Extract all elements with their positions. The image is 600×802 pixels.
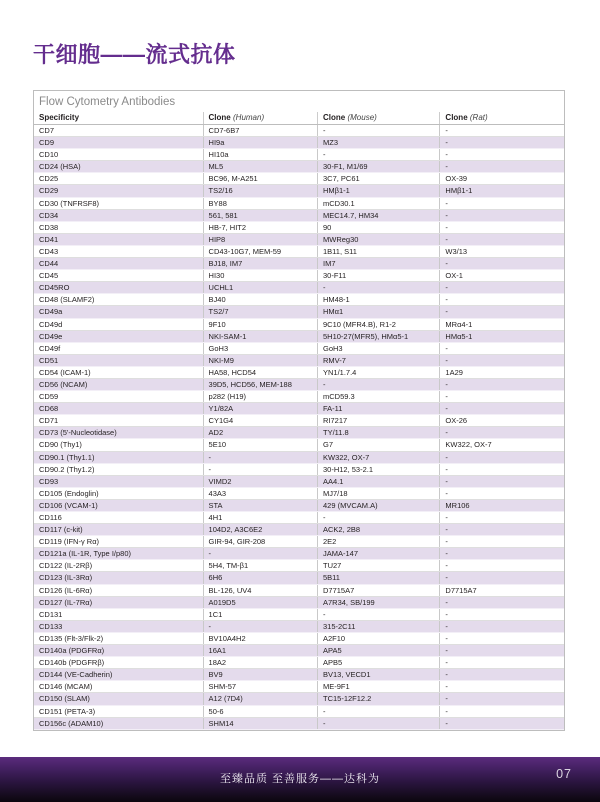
clone-rat-cell: OX-39 (439, 173, 564, 184)
specificity-cell: CD144 (VE-Cadherin) (39, 670, 113, 680)
table-row (34, 718, 564, 730)
table-row (34, 585, 564, 597)
clone-human-cell: NKI-M9 (203, 355, 317, 366)
clone-mouse-cell: 9C10 (MFR4.B), R1-2 (317, 319, 439, 330)
specificity-cell: CD133 (39, 621, 63, 631)
table-row (34, 512, 564, 524)
table-row (34, 536, 564, 548)
specificity-cell: CD151 (PETA-3) (39, 706, 96, 716)
table-row (34, 403, 564, 415)
table-row (34, 282, 564, 294)
clone-human-cell: STA (203, 500, 317, 511)
clone-rat-cell: - (439, 718, 564, 729)
clone-mouse-cell: ME-9F1 (317, 681, 439, 692)
specificity-cell: CD44 (39, 259, 59, 269)
clone-mouse-cell: - (317, 379, 439, 390)
clone-human-cell: GIR-94, GIR-208 (203, 536, 317, 547)
specificity-cell: CD54 (ICAM-1) (39, 367, 91, 377)
table-row (34, 500, 564, 512)
clone-human-cell: - (203, 548, 317, 559)
clone-rat-cell: - (439, 161, 564, 172)
clone-mouse-cell: - (317, 282, 439, 293)
clone-human-cell: BC96, M-A251 (203, 173, 317, 184)
clone-human-cell: 6H6 (203, 572, 317, 583)
specificity-cell: CD41 (39, 234, 59, 244)
column-header-specificity (34, 112, 203, 124)
table-row (34, 633, 564, 645)
specificity-cell: CD29 (39, 186, 59, 196)
specificity-cell: CD146 (MCAM) (39, 682, 93, 692)
specificity-cell: CD93 (39, 476, 59, 486)
table-row (34, 391, 564, 403)
specificity-cell: CD116 (39, 513, 62, 522)
table-row (34, 439, 564, 451)
column-header-label: Clone (323, 113, 346, 122)
table-row (34, 319, 564, 331)
table-row (34, 222, 564, 234)
table-row (34, 270, 564, 282)
column-header-clone-human (203, 112, 317, 124)
clone-mouse-cell: RI7217 (317, 415, 439, 426)
clone-human-cell: Y1/82A (203, 403, 317, 414)
clone-human-cell: BV9 (203, 669, 317, 680)
specificity-cell: CD34 (39, 210, 59, 220)
specificity-cell: CD131 (39, 609, 63, 619)
table-row (34, 210, 564, 222)
clone-human-cell: HA58, HCD54 (203, 367, 317, 378)
clone-rat-cell: - (439, 379, 564, 390)
clone-rat-cell: - (439, 645, 564, 656)
clone-human-cell: HI10a (203, 149, 317, 160)
clone-mouse-cell: MZ3 (317, 137, 439, 148)
specificity-cell: CD126 (IL-6Rα) (39, 585, 93, 595)
table-row (34, 476, 564, 488)
footer-bar (0, 757, 600, 802)
specificity-cell: CD24 (HSA) (39, 162, 81, 172)
table-row (34, 355, 564, 367)
table-row (34, 572, 564, 584)
clone-mouse-cell: HM48-1 (317, 294, 439, 305)
clone-rat-cell: HMα5-1 (439, 331, 564, 342)
specificity-cell: CD30 (TNFRSF8) (39, 198, 100, 208)
table-row (34, 198, 564, 210)
clone-rat-cell: W3/13 (439, 246, 564, 257)
table-row (34, 258, 564, 270)
antibody-table (33, 90, 565, 731)
clone-mouse-cell: IM7 (317, 258, 439, 269)
clone-mouse-cell: - (317, 125, 439, 136)
clone-rat-cell: - (439, 536, 564, 547)
clone-mouse-cell: BV13, VECD1 (317, 669, 439, 680)
clone-rat-cell: HMβ1-1 (439, 185, 564, 196)
column-header-clone-mouse (317, 112, 439, 124)
clone-mouse-cell: AA4.1 (317, 476, 439, 487)
clone-mouse-cell: TY/11.8 (317, 427, 439, 438)
clone-human-cell: HB-7, HIT2 (203, 222, 317, 233)
specificity-cell: CD90 (Thy1) (39, 440, 82, 450)
clone-mouse-cell: 2E2 (317, 536, 439, 547)
table-row (34, 706, 564, 718)
specificity-cell: CD105 (Endoglin) (39, 488, 99, 498)
clone-rat-cell: - (439, 403, 564, 414)
clone-rat-cell: - (439, 210, 564, 221)
clone-human-cell: BJ40 (203, 294, 317, 305)
clone-rat-cell: - (439, 306, 564, 317)
clone-rat-cell: KW322, OX-7 (439, 439, 564, 450)
clone-human-cell: TS2/16 (203, 185, 317, 196)
table-row (34, 548, 564, 560)
clone-mouse-cell: - (317, 512, 439, 523)
clone-rat-cell: - (439, 548, 564, 559)
clone-human-cell: - (203, 452, 317, 463)
specificity-cell: CD156c (ADAM10) (39, 718, 104, 728)
clone-mouse-cell: 30-F11 (317, 270, 439, 281)
clone-mouse-cell: TC15-12F12.2 (317, 693, 439, 704)
table-row (34, 645, 564, 657)
clone-rat-cell: - (439, 597, 564, 608)
specificity-cell: CD90.1 (Thy1.1) (39, 452, 95, 462)
clone-rat-cell: - (439, 669, 564, 680)
clone-mouse-cell: FA-11 (317, 403, 439, 414)
clone-human-cell: BL-126, UV4 (203, 585, 317, 596)
clone-rat-cell: - (439, 572, 564, 583)
clone-human-cell: A019D5 (203, 597, 317, 608)
specificity-cell: CD123 (IL-3Rα) (39, 573, 93, 583)
clone-mouse-cell: A7R34, SB/199 (317, 597, 439, 608)
clone-mouse-cell: TU27 (317, 560, 439, 571)
table-row (34, 609, 564, 621)
clone-human-cell: GoH3 (203, 343, 317, 354)
clone-mouse-cell: HMα1 (317, 306, 439, 317)
specificity-cell: CD49e (39, 331, 63, 341)
specificity-cell: CD49f (39, 343, 61, 353)
clone-human-cell: AD2 (203, 427, 317, 438)
clone-mouse-cell: YN1/1.7.4 (317, 367, 439, 378)
table-row (34, 657, 564, 669)
clone-human-cell: 39D5, HCD56, MEM-188 (203, 379, 317, 390)
clone-rat-cell: - (439, 633, 564, 644)
column-header-qualifier: (Mouse) (347, 113, 377, 122)
table-title: Flow Cytometry Antibodies (39, 96, 176, 108)
clone-mouse-cell: A2F10 (317, 633, 439, 644)
clone-human-cell: VIMD2 (203, 476, 317, 487)
specificity-cell: CD38 (39, 222, 59, 232)
clone-mouse-cell: 1B11, S11 (317, 246, 439, 257)
clone-human-cell: TS2/7 (203, 306, 317, 317)
clone-human-cell: 561, 581 (203, 210, 317, 221)
specificity-cell: CD140b (PDGFRβ) (39, 658, 105, 668)
specificity-cell: CD117 (c-kit) (39, 525, 83, 535)
clone-rat-cell: - (439, 706, 564, 717)
table-row (34, 137, 564, 149)
clone-mouse-cell: - (317, 706, 439, 717)
clone-human-cell: 104D2, A3C6E2 (203, 524, 317, 535)
clone-rat-cell: - (439, 427, 564, 438)
specificity-cell: CD121a (IL-1R, Type I/p80) (39, 549, 131, 559)
specificity-cell: CD119 (IFN-γ Rα) (39, 537, 100, 547)
specificity-cell: CD10 (39, 150, 59, 160)
clone-human-cell: 4H1 (203, 512, 317, 523)
table-row (34, 367, 564, 379)
clone-human-cell: p282 (H19) (203, 391, 317, 402)
clone-rat-cell: 1A29 (439, 367, 564, 378)
clone-rat-cell: - (439, 355, 564, 366)
clone-mouse-cell: 3C7, PC61 (317, 173, 439, 184)
clone-rat-cell: - (439, 693, 564, 704)
clone-mouse-cell: GoH3 (317, 343, 439, 354)
table-row (34, 669, 564, 681)
specificity-cell: CD48 (SLAMF2) (39, 295, 95, 305)
column-header-qualifier: (Rat) (469, 113, 488, 122)
specificity-cell: CD150 (SLAM) (39, 694, 90, 704)
specificity-cell: CD43 (39, 246, 59, 256)
clone-human-cell: 16A1 (203, 645, 317, 656)
table-row (34, 161, 564, 173)
clone-mouse-cell: 315-2C11 (317, 621, 439, 632)
clone-rat-cell: - (439, 524, 564, 535)
clone-human-cell: - (203, 621, 317, 632)
clone-human-cell: HI30 (203, 270, 317, 281)
specificity-cell: CD140a (PDGFRα) (39, 646, 105, 656)
clone-human-cell: ML5 (203, 161, 317, 172)
clone-rat-cell: - (439, 282, 564, 293)
clone-mouse-cell: KW322, OX-7 (317, 452, 439, 463)
clone-human-cell: 5E10 (203, 439, 317, 450)
clone-rat-cell: - (439, 452, 564, 463)
table-row (34, 560, 564, 572)
column-header-qualifier: (Human) (233, 113, 265, 122)
clone-mouse-cell: mCD30.1 (317, 198, 439, 209)
specificity-cell: CD122 (IL-2Rβ) (39, 561, 93, 571)
clone-rat-cell: - (439, 657, 564, 668)
clone-human-cell: BV10A4H2 (203, 633, 317, 644)
specificity-cell: CD45RO (39, 283, 70, 293)
table-row (34, 246, 564, 258)
table-row (34, 185, 564, 197)
footer-page-number: 07 (556, 767, 572, 781)
clone-mouse-cell: APB5 (317, 657, 439, 668)
clone-rat-cell: MRα4-1 (439, 319, 564, 330)
specificity-cell: CD7 (39, 126, 55, 135)
clone-rat-cell: - (439, 137, 564, 148)
clone-mouse-cell: APA5 (317, 645, 439, 656)
clone-mouse-cell: - (317, 718, 439, 729)
column-header-label: Clone (208, 113, 231, 122)
table-row (34, 125, 564, 137)
clone-human-cell: 5H4, TM-β1 (203, 560, 317, 571)
clone-rat-cell: - (439, 149, 564, 160)
specificity-cell: CD68 (39, 404, 59, 414)
clone-rat-cell: - (439, 681, 564, 692)
clone-human-cell: HI9a (203, 137, 317, 148)
clone-rat-cell: OX-1 (439, 270, 564, 281)
specificity-cell: CD59 (39, 392, 59, 402)
specificity-cell: CD25 (39, 174, 59, 184)
table-row (34, 621, 564, 633)
clone-human-cell: 43A3 (203, 488, 317, 499)
clone-mouse-cell: - (317, 149, 439, 160)
specificity-cell: CD135 (Flt-3/Flk-2) (39, 633, 104, 643)
clone-rat-cell: - (439, 609, 564, 620)
clone-human-cell: UCHL1 (203, 282, 317, 293)
specificity-cell: CD51 (39, 355, 59, 365)
specificity-cell: CD106 (VCAM-1) (39, 500, 98, 510)
clone-rat-cell: - (439, 222, 564, 233)
clone-human-cell: NKI-SAM-1 (203, 331, 317, 342)
specificity-cell: CD45 (39, 271, 59, 281)
clone-rat-cell: - (439, 560, 564, 571)
clone-rat-cell: - (439, 476, 564, 487)
clone-mouse-cell: MWReg30 (317, 234, 439, 245)
clone-human-cell: - (203, 464, 317, 475)
column-header-label: Clone (445, 113, 468, 122)
column-header-label: Specificity (39, 113, 80, 122)
clone-mouse-cell: 5B11 (317, 572, 439, 583)
table-row (34, 173, 564, 185)
table-row (34, 379, 564, 391)
footer-slogan: 至臻品质 至善服务——达科为 (219, 772, 381, 785)
clone-rat-cell: - (439, 391, 564, 402)
clone-rat-cell: - (439, 294, 564, 305)
clone-rat-cell: OX-26 (439, 415, 564, 426)
table-row (34, 597, 564, 609)
clone-mouse-cell: 30-H12, 53-2.1 (317, 464, 439, 475)
specificity-cell: CD90.2 (Thy1.2) (39, 464, 95, 474)
clone-human-cell: HIP8 (203, 234, 317, 245)
clone-mouse-cell: 30-F1, M1/69 (317, 161, 439, 172)
clone-rat-cell: - (439, 234, 564, 245)
table-row (34, 464, 564, 476)
clone-mouse-cell: MJ7/18 (317, 488, 439, 499)
clone-mouse-cell: HMβ1-1 (317, 185, 439, 196)
specificity-cell: CD49a (39, 307, 63, 317)
clone-rat-cell: D7715A7 (439, 585, 564, 596)
table-header-row (34, 112, 564, 125)
clone-mouse-cell: RMV-7 (317, 355, 439, 366)
specificity-cell: CD9 (39, 138, 55, 148)
clone-rat-cell: - (439, 512, 564, 523)
clone-human-cell: 9F10 (203, 319, 317, 330)
table-row (34, 343, 564, 355)
clone-human-cell: 1C1 (203, 609, 317, 620)
clone-mouse-cell: - (317, 609, 439, 620)
table-row (34, 415, 564, 427)
clone-human-cell: SHM14 (203, 718, 317, 729)
page-title: 干细胞——流式抗体 (33, 42, 236, 67)
clone-human-cell: CD7-6B7 (203, 125, 317, 136)
specificity-cell: CD127 (IL-7Rα) (39, 597, 93, 607)
clone-rat-cell: - (439, 258, 564, 269)
specificity-cell: CD71 (39, 416, 59, 426)
clone-human-cell: A12 (7D4) (203, 693, 317, 704)
table-row (34, 234, 564, 246)
clone-human-cell: 18A2 (203, 657, 317, 668)
clone-rat-cell: - (439, 125, 564, 136)
specificity-cell: CD73 (5'-Nucleotidase) (39, 428, 117, 438)
clone-human-cell: SHM-57 (203, 681, 317, 692)
specificity-cell: CD49d (39, 319, 63, 329)
clone-rat-cell: - (439, 621, 564, 632)
clone-mouse-cell: D7715A7 (317, 585, 439, 596)
table-row (34, 693, 564, 705)
clone-mouse-cell: ACK2, 2B8 (317, 524, 439, 535)
clone-rat-cell: - (439, 488, 564, 499)
clone-mouse-cell: MEC14.7, HM34 (317, 210, 439, 221)
clone-human-cell: CD43-10G7, MEM-59 (203, 246, 317, 257)
clone-mouse-cell: mCD59.3 (317, 391, 439, 402)
clone-human-cell: 50-6 (203, 706, 317, 717)
clone-mouse-cell: 5H10-27(MFR5), HMα5-1 (317, 331, 439, 342)
specificity-cell: CD56 (NCAM) (39, 379, 88, 389)
table-body (34, 125, 564, 730)
clone-mouse-cell: G7 (317, 439, 439, 450)
clone-mouse-cell: 429 (MVCAM.A) (317, 500, 439, 511)
clone-human-cell: CY1G4 (203, 415, 317, 426)
table-row (34, 149, 564, 161)
clone-rat-cell: MR106 (439, 500, 564, 511)
table-row (34, 294, 564, 306)
table-row (34, 524, 564, 536)
table-row (34, 452, 564, 464)
table-row (34, 681, 564, 693)
clone-human-cell: BJ18, IM7 (203, 258, 317, 269)
table-row (34, 331, 564, 343)
clone-rat-cell: - (439, 464, 564, 475)
clone-rat-cell: - (439, 198, 564, 209)
clone-mouse-cell: JAMA-147 (317, 548, 439, 559)
clone-mouse-cell: 90 (317, 222, 439, 233)
column-header-clone-rat (439, 112, 564, 124)
table-row (34, 488, 564, 500)
table-row (34, 306, 564, 318)
clone-human-cell: BY88 (203, 198, 317, 209)
clone-rat-cell: - (439, 343, 564, 354)
table-row (34, 427, 564, 439)
